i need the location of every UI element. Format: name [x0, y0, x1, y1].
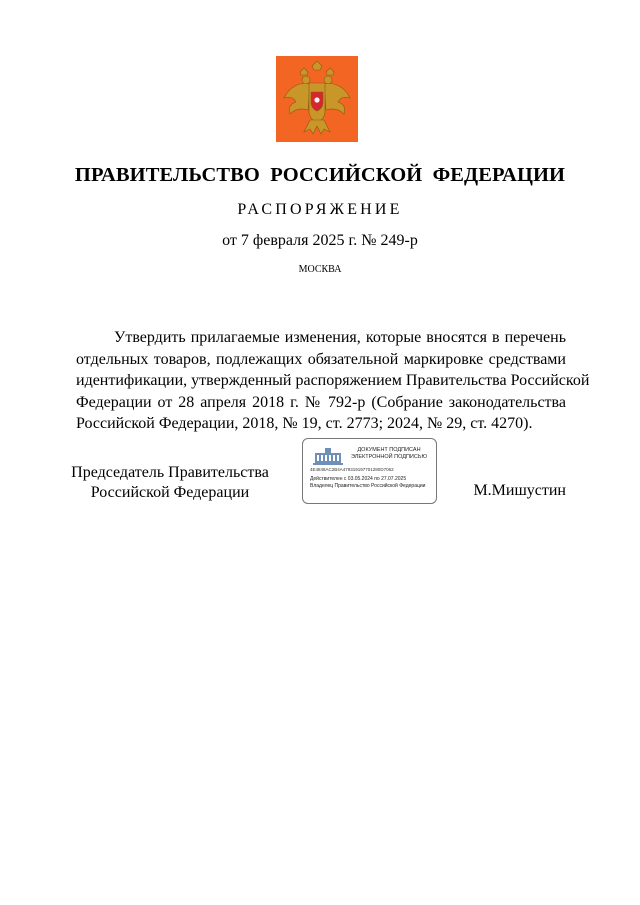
document-date-number: от 7 февраля 2025 г. № 249-р — [222, 232, 418, 249]
order-text-line: отдельных товаров, подлежащих обязательной маркировке средствами — [76, 350, 566, 368]
signer-position — [68, 463, 272, 503]
signer-name: М.Мишустин — [473, 482, 566, 499]
order-text-line: Федерации от 28 апреля 2018 г. № 792-р (Собрание законодательства — [76, 393, 566, 411]
stamp-validity: Действителен с 03.05.2024 по 27.07.2025 — [310, 476, 407, 482]
russian-coat-of-arms-icon — [276, 56, 358, 142]
signer-position-line: Российской Федерации — [90, 484, 250, 501]
document-city: МОСКВА — [298, 264, 342, 275]
stamp-certificate-number: 4E4848AC2B4A479319197701280D7062 — [310, 467, 394, 472]
electronic-signature-stamp — [302, 438, 437, 504]
stamp-title: ДОКУМЕНТ ПОДПИСАН ЭЛЕКТРОННОЙ ПОДПИСЬЮ — [350, 447, 428, 460]
stamp-owner: Владелец Правительство Российской Федерации — [310, 483, 426, 489]
order-text-line: Утвердить прилагаемые изменения, которые вносятся в перечень — [114, 329, 566, 346]
document-type: РАСПОРЯЖЕНИЕ — [237, 201, 403, 218]
government-building-icon — [311, 446, 345, 466]
government-title: ПРАВИТЕЛЬСТВО РОССИЙСКОЙ ФЕДЕРАЦИИ — [74, 164, 566, 186]
order-text-line: Российской Федерации, 2018, № 19, ст. 2773; 2024, № 29, ст. 4270). — [76, 415, 533, 432]
order-text — [76, 327, 590, 435]
order-text-line: идентификации, утвержденный распоряжением Правительства Российской — [76, 372, 590, 389]
signer-position-line: Председатель Правительства — [71, 464, 269, 481]
